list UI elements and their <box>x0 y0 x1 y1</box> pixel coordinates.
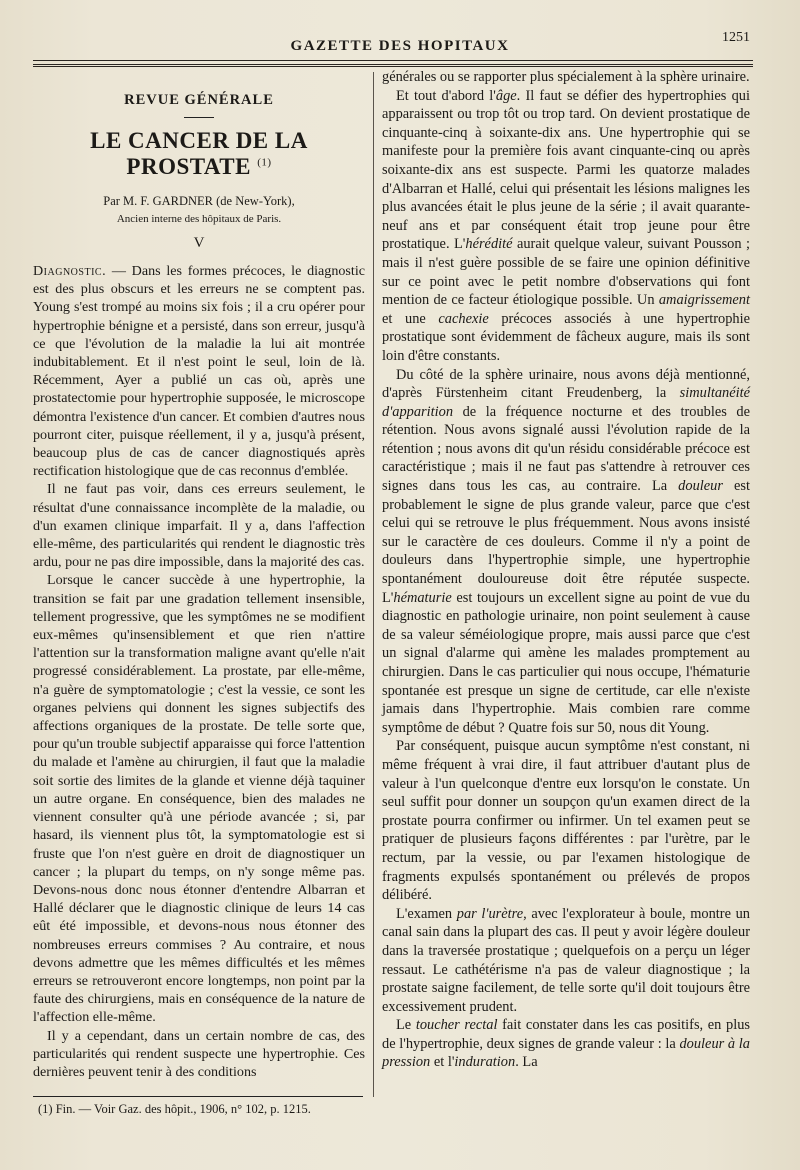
article-title-text: LE CANCER DE LA PROSTATE <box>90 128 308 179</box>
header-rule-double <box>33 60 753 65</box>
paragraph <box>382 87 750 366</box>
text-run: précoces associés à une hypertrophie prostatique sont évidemment de fâcheux augure, mais ils sont loin d'être constants. <box>382 310 751 364</box>
italic-term: induration <box>454 1054 516 1071</box>
section-rule <box>184 117 214 118</box>
text-run: et l' <box>430 1054 455 1071</box>
part-number: V <box>193 235 205 251</box>
text-run: Du côté de la sphère urinaire, nous avons déjà mentionné, d'après Fürstenheim citant Freudenberg, la <box>382 366 750 402</box>
text-run: est probablement le signe de plus grande valeur, parce que c'est celui qui se retrouve le plus fréquemment. Nous avons insisté sur le caractère de ces douleurs. Comme il n'y a point de douleurs dans l'hypertrophie simple, une hypertrophie spontanément douloureuse doit être réputée suspecte. L' <box>382 478 750 606</box>
paragraph: Par conséquent, puisque aucun symptôme n'est constant, ni même fréquent à vrai dire, il faut attribuer d'autant plus de valeur à l'un quelconque d'entre eux lorsqu'on le constate. Un seul suffit pour donner un soupçon qu'un examen direct de la prostate pourra confirmer ou infirmer. Un tel examen peut se pratiquer de plusieurs façons différentes : par l'urètre, par le rectum, par la vessie, ou par l'examen histologique de fragments expulsés spontanément ou prélevés de propos délibéré. <box>382 738 750 904</box>
article-title <box>33 128 365 180</box>
text-run: . La <box>515 1054 538 1071</box>
paragraph-lead: Diagnostic. <box>33 263 107 279</box>
author-line: Par M. F. GARDNER (de New-York), <box>103 194 295 208</box>
paragraph-text: — Dans les formes précoces, le diagnostic est des plus obscurs et les erreurs ne se comptent pas. Young s'est trompé au moins six fois ; il a cru opérer pour hypertrophie bénigne et a persisté, dans son erreur, jusqu'à ce que l'évolution de la maladie la lui ait montrée indubitablement. Et il n'est point le seul, loin de là. Récemment, Ayer a publié un cas où, après une prostatectomie pour hypertrophie supposée, le microscope démontra l'existence d'un cancer. Et combien d'autres nous pourront citer, puisque réellement, il y a, jusqu'à présent, beaucoup plus de cas de cancer diagnostiqués après rectification histologique que de cas reconnus d'emblée. <box>33 263 365 480</box>
text-run: Le <box>396 1017 416 1034</box>
text-run: de la fréquence nocturne et des troubles de rétention. Nous avons signalé aussi l'évolution rapide de la rétention ; nous avons dit qu'un résidu considérable précoce est caractéristique ; mais il ne faut pas s'attendre à retrouver ces signes dans tous les cas, au contraire. La <box>382 403 750 495</box>
italic-term: hématurie <box>393 589 452 606</box>
italic-term: hérédité <box>465 236 513 253</box>
paragraph <box>382 1016 750 1072</box>
page-number: 1251 <box>722 30 750 45</box>
section-heading: REVUE GÉNÉRALE <box>124 92 274 108</box>
text-run: fait constater dans les cas positifs, en plus de l'hypertrophie, deux signes de grande valeur : la <box>382 1017 751 1052</box>
italic-term: toucher rectal <box>415 1017 498 1034</box>
footnote-rule <box>33 1096 363 1097</box>
paragraph: générales ou se rapporter plus spécialement à la sphère urinaire. <box>382 69 750 85</box>
text-run: et une <box>382 310 439 327</box>
author-affiliation: Ancien interne des hôpitaux de Paris. <box>116 213 282 225</box>
text-run: . Il faut se défier des hypertrophies qui apparaissent ou trop tôt ou trop tard. On devient prostatique de cinquante-cinq à soixante-dix ans. Une hypertrophie qui se manifeste pour la première fois avant cinquante-cinq ou après soixante-dix ans est suspecte. Parmi les quatorze malades d'Albarran et Hallé, celui qui présentait les lésions malignes les plus avancées était le plus jeune de la série ; il avait quarante-neuf ans et par conséquent était trop jeune pour être prostatique. L' <box>382 87 750 253</box>
paragraph: Il y a cependant, dans un certain nombre de cas, des particularités qui rendent suspecte une hypertrophie. Ces dernières peuvent tenir à des conditions <box>33 1027 365 1080</box>
text-run: Et tout d'abord l' <box>396 87 496 104</box>
italic-term: douleur <box>678 478 723 495</box>
left-column <box>33 82 365 1081</box>
italic-term: âge <box>495 87 517 104</box>
italic-term: simultanéité d'apparition <box>382 385 750 420</box>
paragraph <box>33 262 365 480</box>
running-title: GAZETTE DES HOPITAUX <box>290 38 510 54</box>
italic-term: douleur à la pression <box>382 1035 750 1071</box>
paragraph <box>382 905 750 1017</box>
paragraph <box>382 366 750 738</box>
italic-term: par l'urètre <box>456 905 524 922</box>
right-column <box>382 68 750 1072</box>
header-rule-thin <box>33 66 753 67</box>
column-divider <box>373 72 374 1097</box>
paragraph: Il ne faut pas voir, dans ces erreurs seulement, le résultat d'une connaissance incomplète de la maladie, ou d'un examen clinique imparfait. Il y a, dans l'affection elle-même, des particularités qui rendent le diagnostic très ardu, pour ne pas dire impossible, dans la majorité des cas. <box>33 481 365 571</box>
footnote: (1) Fin. — Voir Gaz. des hôpit., 1906, n° 102, p. 1215. <box>38 1102 311 1116</box>
text-run: , avec l'explorateur à boule, montre un canal sain dans la plupart des cas. Il peut y avoir légère douleur dans la traversée prostatique ; quelquefois on a perçu un léger ressaut. Le cathétérisme n'a pas de valeur diagnostique ; la prostate saigne facilement, de telle sorte qu'il doit toujours être excessivement prudent. <box>382 905 750 1015</box>
text-run: aurait quelque valeur, suivant Pousson ; mais il n'est guère possible de se faire une opinion définitive sur ce point avec le petit nombre d'observations qui font mention de ce facteur étiologique possible. Un <box>382 236 750 309</box>
italic-term: cachexie <box>438 310 489 327</box>
text-run: est toujours un excellent signe au point de vue du diagnostic en pathologie urinaire, non point seulement à cause de sa valeur séméiologique propre, mais aussi parce que c'est un signal d'alarme qui amène les malades promptement au chirurgien. Dans le cas particulier qui nous occupe, l'hématurie spontanée est presque un signe de certitude, car elle n'existe jamais dans l'hypertrophie. Mais combien rare comme symptôme de début ? Quatre fois sur 50, nous dit Young. <box>382 589 750 736</box>
title-footnote-mark: (1) <box>257 156 272 169</box>
paragraph: Lorsque le cancer succède à une hypertrophie, la transition se fait par une gradation tellement insensible, tellement progressive, que les symptômes ne se modifient eux-mêmes qu'insensiblement et que rien n'attire l'attention sur la transformation maligne avant qu'elle n'ait progressé considérablement. La prostate, par elle-même, n'a guère de symptomatologie ; c'est la vessie, ce sont les organes pelviens qui donnent les signes subjectifs des affections organiques de la prostate. De telle sorte que, pour qu'un trouble subjectif apparaisse qui force l'attention du malade et l'amène au chirurgien, il faut que la maladie soit sortie des limites de la glande et vienne déjà taquiner un autre organe. En conséquence, bien des malades ne viennent consulter qu'à une période avancée ; si, par hasard, ils viennent plus tôt, la symptomatologie est si fruste que l'on n'est guère en droit de diagnostiquer un cancer ; la plupart du temps, on n'y songe même pas. Devons-nous donc nous étonner d'entendre Albarran et Hallé déclarer que le diagnostic clinique de leurs 14 cas eût été impossible, et devons-nous nous étonner des nombreuses erreurs commises ? Au contraire, et nous devons admettre que les mêmes difficultés et les mêmes erreurs se retrouveront encore longtemps, non point par la faute des chirurgiens, mais en conséquence de la nature de l'affection elle-même. <box>33 572 365 1026</box>
italic-term: amaigrissement <box>658 292 750 309</box>
text-run: L'examen <box>396 905 457 922</box>
